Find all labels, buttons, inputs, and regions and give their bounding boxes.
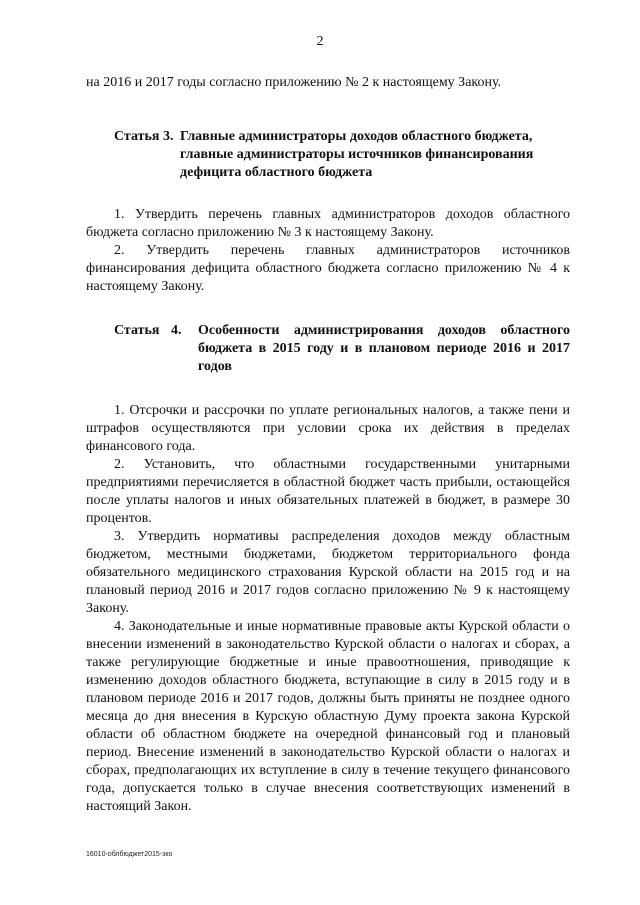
- page-number: 2: [316, 34, 324, 49]
- article-3-paragraph-2: 2. Утвердить перечень главных администраторов источников финансирования дефицита областного бюджета согласно приложению № 4 к настоящему Закону.: [86, 243, 570, 294]
- article-4-paragraph-1: 1. Отсрочки и рассрочки по уплате региональных налогов, а также пени и штрафов осуществляются при условии срока их действия в пределах финансового года.: [86, 403, 570, 454]
- footer-document-code: 16010-облбюджет2015-зко: [86, 851, 173, 858]
- article-3-title: Главные администраторы доходов областного бюджета, главные администраторы источников финансирования дефицита областного бюджета: [180, 129, 534, 180]
- article-4-number: Статья 4.: [114, 323, 182, 338]
- article-3-paragraph-1: 1. Утвердить перечень главных администраторов доходов областного бюджета согласно приложению № 3 к настоящему Закону.: [86, 207, 570, 240]
- document-body: [86, 74, 570, 816]
- article-3-number: Статья 3.: [114, 129, 174, 144]
- article-4-heading: [86, 322, 570, 376]
- article-4-paragraph-4: 4. Законодательные и иные нормативные правовые акты Курской области о внесении изменений в законодательство Курской области о налогах и сборах, а также регулирующие бюджетные и иные правоотношения, приводящие к изменению доходов областного бюджета, вступающие в силу в 2015 году и в плановом периоде 2016 и 2017 годов, должны быть приняты не позднее одного месяца до дня внесения в Курскую областную Думу проекта закона Курской области об областном бюджете на очередной финансовый год и плановый период. Внесение изменений в законодательство Курской области о налогах и сборах, предполагающих их вступление в силу в течение текущего финансового года, допускается только в случае внесения соответствующих изменений в настоящий Закон.: [86, 619, 570, 814]
- intro-paragraph: на 2016 и 2017 годы согласно приложению № 2 к настоящему Закону.: [86, 75, 502, 90]
- article-4-paragraph-2: 2. Установить, что областными государственными унитарными предприятиями перечисляется в областной бюджет часть прибыли, остающейся после уплаты налогов и иных обязательных платежей в бюджет, в размере 30 процентов.: [86, 457, 570, 526]
- article-4-title: Особенности администрирования доходов областного бюджета в 2015 году и в плановом периоде 2016 и 2017 годов: [198, 323, 570, 374]
- article-3-heading: [86, 128, 570, 182]
- article-4-paragraph-3: 3. Утвердить нормативы распределения доходов между областным бюджетом, местными бюджетами, бюджетом территориального фонда обязательного медицинского страхования Курской области на 2015 год и на плановый период 2016 и 2017 годов согласно приложению № 9 к настоящему Закону.: [86, 529, 570, 616]
